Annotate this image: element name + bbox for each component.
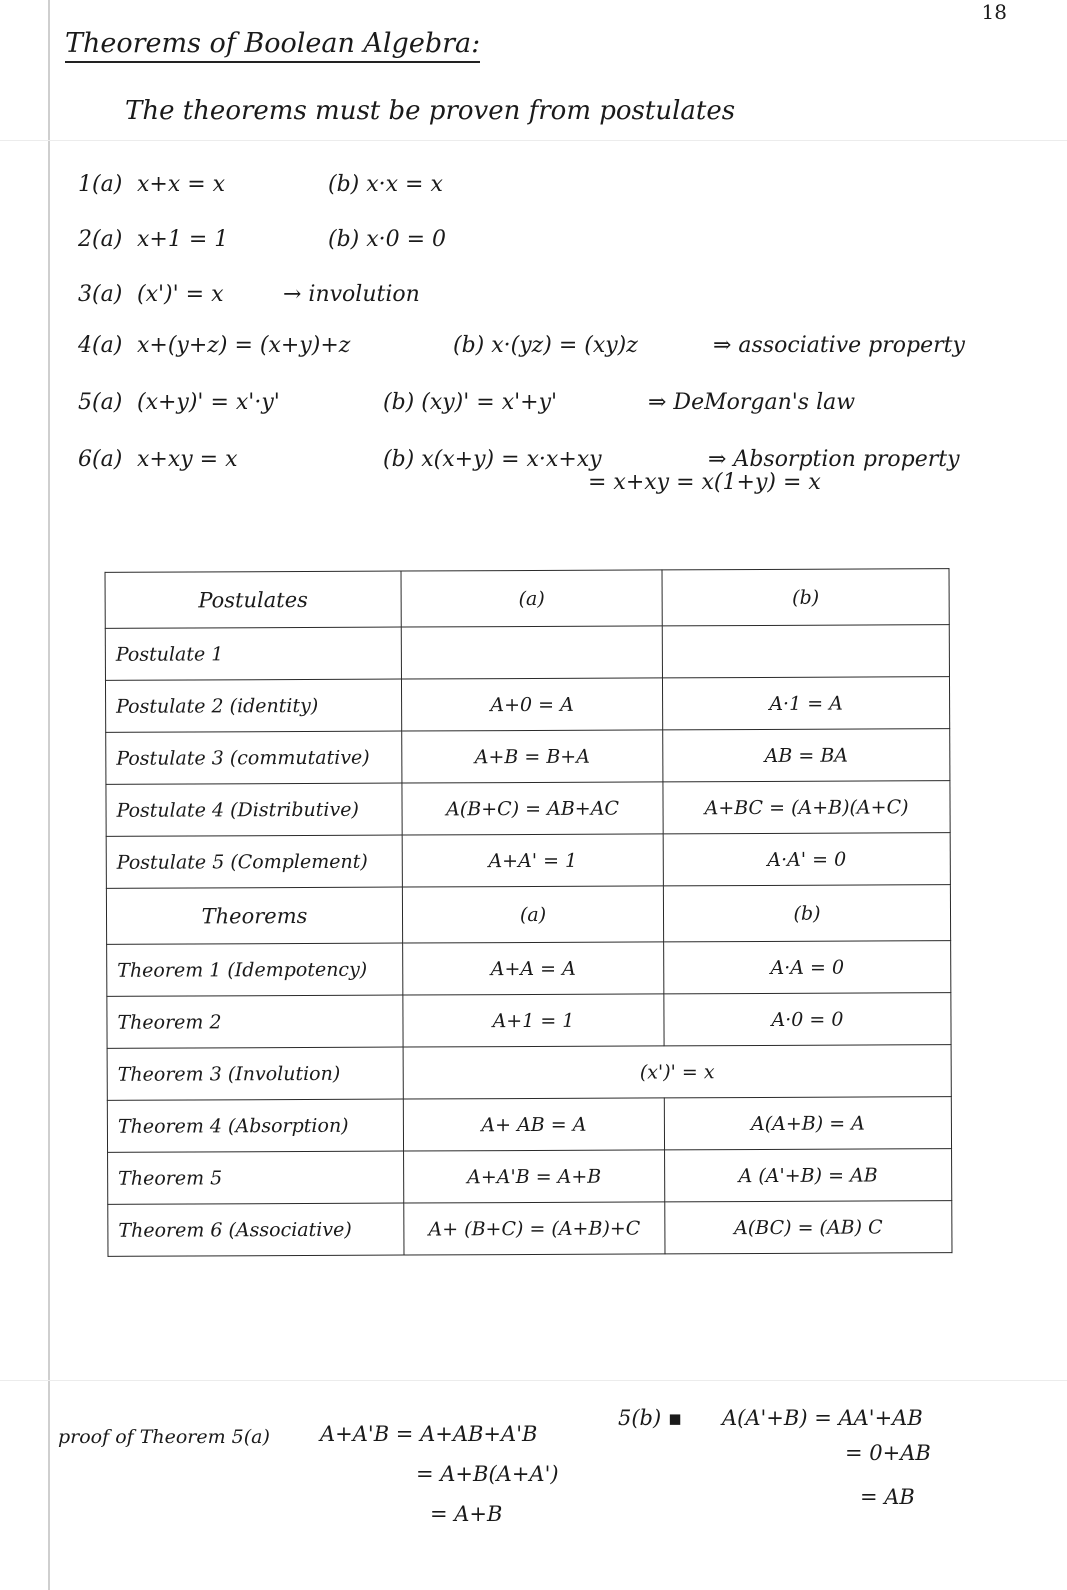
ruled-line bbox=[0, 1380, 1067, 1381]
theorem-part-a: x+1 = 1 bbox=[137, 227, 229, 252]
header-theorems: Theorems bbox=[106, 887, 402, 944]
row-b: A (A'+B) = AB bbox=[665, 1149, 952, 1202]
table-row bbox=[107, 1045, 951, 1101]
header-b: (b) bbox=[663, 885, 950, 942]
row-a: A+A'B = A+B bbox=[404, 1150, 665, 1203]
theorem-part-b: (b) x·x = x bbox=[328, 172, 443, 197]
row-name: Theorem 4 (Absorption) bbox=[107, 1099, 403, 1152]
row-b: A·A' = 0 bbox=[663, 833, 950, 886]
row-b: A(BC) = (AB) C bbox=[665, 1201, 952, 1254]
row-name: Postulate 4 (Distributive) bbox=[106, 783, 402, 836]
row-b: A+BC = (A+B)(A+C) bbox=[663, 781, 950, 834]
theorem-number: 6(a) bbox=[78, 447, 123, 472]
theorem-part-b: (b) x(x+y) = x·x+xy bbox=[383, 447, 602, 472]
page-number: 18 bbox=[981, 0, 1007, 24]
row-name: Theorem 2 bbox=[107, 995, 403, 1048]
theorem-note: ⇒ DeMorgan's law bbox=[648, 390, 856, 415]
theorem-header-row bbox=[106, 885, 950, 945]
proof-b-line-2: = 0+AB bbox=[845, 1441, 931, 1465]
header-b: (b) bbox=[662, 569, 949, 626]
row-b: A·A = 0 bbox=[664, 941, 951, 994]
row-name: Theorem 5 bbox=[108, 1151, 404, 1204]
table-row bbox=[107, 993, 951, 1049]
theorem-part-b: (b) x·(yz) = (xy)z bbox=[453, 333, 638, 358]
proof-b-line-1: A(A'+B) = AA'+AB bbox=[722, 1406, 923, 1430]
row-b bbox=[662, 625, 949, 678]
theorem-part-a: x+xy = x bbox=[137, 447, 238, 472]
table-row bbox=[105, 677, 949, 733]
theorem-part-a: x+x = x bbox=[137, 172, 226, 197]
theorem-line-1 bbox=[78, 172, 443, 197]
theorem-part-b: (b) (xy)' = x'+y' bbox=[383, 390, 558, 415]
row-b: AB = BA bbox=[663, 729, 950, 782]
theorem-note: ⇒ associative property bbox=[713, 333, 965, 358]
theorem-line-6 bbox=[78, 447, 960, 472]
table-header-row bbox=[105, 569, 949, 629]
table-row bbox=[107, 941, 951, 997]
proof-a-line-1: A+A'B = A+AB+A'B bbox=[320, 1422, 538, 1446]
theorem-line-3 bbox=[78, 282, 420, 307]
proof-label: proof of Theorem 5(a) bbox=[58, 1426, 270, 1448]
table-row bbox=[107, 1097, 951, 1153]
theorem-part-a: (x')' = x bbox=[137, 282, 224, 307]
header-a: (a) bbox=[402, 886, 663, 943]
header-a: (a) bbox=[401, 570, 662, 627]
row-name: Theorem 6 (Associative) bbox=[108, 1203, 404, 1256]
theorem-part-a: x+(y+z) = (x+y)+z bbox=[137, 333, 351, 358]
theorem-line-2 bbox=[78, 227, 447, 252]
theorem-number: 5(a) bbox=[78, 390, 123, 415]
row-name: Postulate 5 (Complement) bbox=[106, 835, 402, 888]
theorem-part-a: (x+y)' = x'·y' bbox=[137, 390, 280, 415]
row-a: A+ AB = A bbox=[403, 1098, 664, 1151]
row-a bbox=[401, 626, 662, 679]
row-name: Postulate 2 (identity) bbox=[105, 679, 401, 732]
absorption-continuation: = x+xy = x(1+y) = x bbox=[588, 470, 821, 495]
row-name: Postulate 3 (commutative) bbox=[106, 731, 402, 784]
row-a: (x')' = x bbox=[403, 1045, 951, 1099]
row-a: A+A' = 1 bbox=[402, 834, 663, 887]
row-a: A+1 = 1 bbox=[403, 994, 664, 1047]
table-row bbox=[106, 833, 950, 889]
row-a: A+ (B+C) = (A+B)+C bbox=[404, 1202, 665, 1255]
row-b: A(A+B) = A bbox=[664, 1097, 951, 1150]
margin-line bbox=[48, 0, 50, 1590]
header-postulates: Postulates bbox=[105, 571, 401, 628]
table-row bbox=[108, 1201, 952, 1257]
row-a: A+0 = A bbox=[401, 678, 662, 731]
table-row bbox=[105, 625, 949, 681]
page-subtitle: The theorems must be proven from postulates bbox=[125, 96, 736, 126]
theorem-number: 1(a) bbox=[78, 172, 123, 197]
proof-b-label: 5(b) ▪ bbox=[618, 1406, 683, 1430]
row-a: A(B+C) = AB+AC bbox=[402, 782, 663, 835]
row-name: Postulate 1 bbox=[105, 627, 401, 680]
row-name: Theorem 1 (Idempotency) bbox=[107, 943, 403, 996]
row-a: A+B = B+A bbox=[402, 730, 663, 783]
theorem-part-b: (b) x·0 = 0 bbox=[328, 227, 447, 252]
row-b: A·1 = A bbox=[662, 677, 949, 730]
theorem-line-4 bbox=[78, 333, 965, 358]
row-name: Theorem 3 (Involution) bbox=[107, 1047, 403, 1100]
row-b: A·0 = 0 bbox=[664, 993, 951, 1046]
postulates-theorems-table bbox=[105, 568, 953, 1257]
row-a: A+A = A bbox=[403, 942, 664, 995]
table-row bbox=[108, 1149, 952, 1205]
theorem-number: 3(a) bbox=[78, 282, 123, 307]
proof-b-line-3: = AB bbox=[860, 1485, 915, 1509]
ruled-line bbox=[0, 140, 1067, 141]
table-row bbox=[106, 729, 950, 785]
table-row bbox=[106, 781, 950, 837]
proof-a-line-3: = A+B bbox=[430, 1502, 503, 1526]
proof-a-line-2: = A+B(A+A') bbox=[416, 1462, 559, 1486]
page-title: Theorems of Boolean Algebra: bbox=[65, 28, 480, 59]
theorem-note: ⇒ Absorption property bbox=[708, 447, 960, 472]
theorem-note: → involution bbox=[283, 282, 420, 307]
theorem-line-5 bbox=[78, 390, 856, 415]
theorem-number: 2(a) bbox=[78, 227, 123, 252]
theorem-number: 4(a) bbox=[78, 333, 123, 358]
